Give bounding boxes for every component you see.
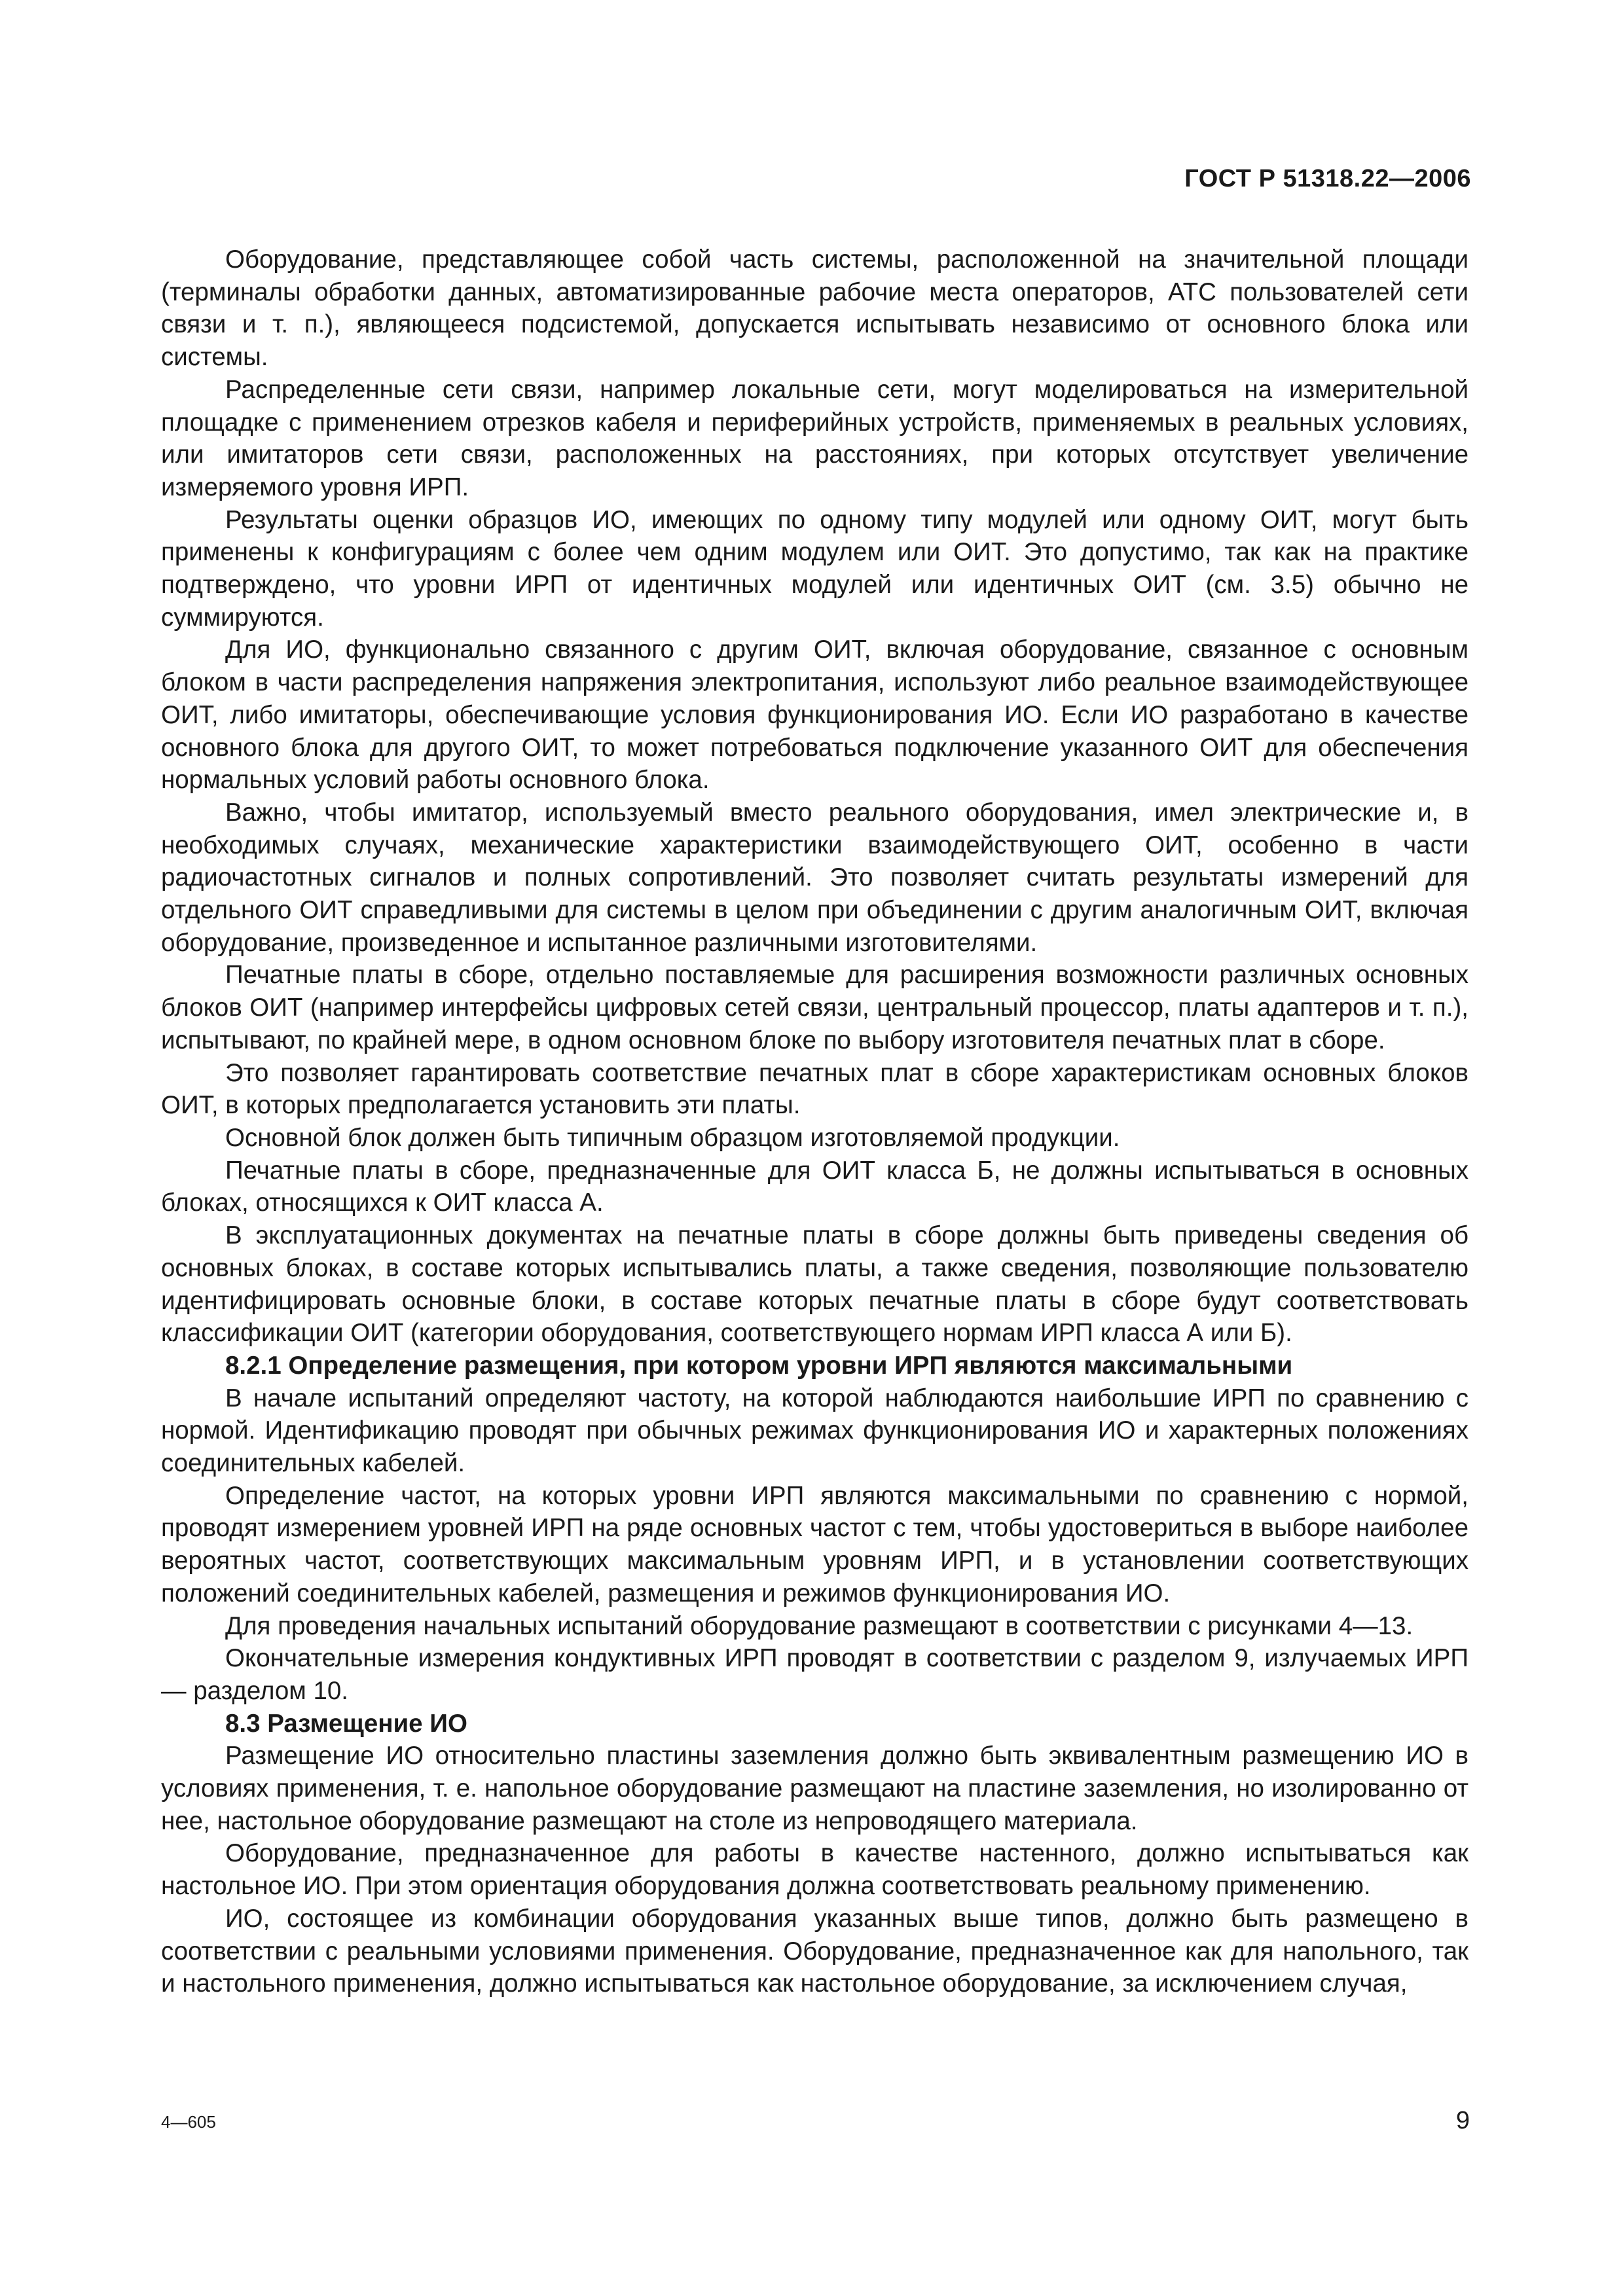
section-heading-8-2-1: 8.2.1 Определение размещения, при котором уровни ИРП являются максимальными — [225, 1351, 1293, 1380]
document-standard-header: ГОСТ Р 51318.22—2006 — [1184, 165, 1471, 192]
document-body — [161, 243, 1468, 2000]
paragraph: ИО, состоящее из комбинации оборудования указанных выше типов, должно быть размещено в соответствии с реальными условиями применения. Оборудование, предназначенное как для напольного, так и настольного применения, должно испытываться как настольное оборудование, за исключением случая, — [161, 1904, 1468, 1998]
paragraph: Оборудование, представляющее собой часть системы, расположенной на значительной площади (терминалы обработки данных, автоматизированные рабочие места операторов, АТС пользователей сети связи и т. п.), являющееся подсистемой, допускается испытывать независимо от основного блока или системы. — [161, 245, 1468, 372]
paragraph: Распределенные сети связи, например локальные сети, могут моделироваться на измерительной площадке с применением отрезков кабеля и периферийных устройств, применяемых в реальных условиях, или имитаторов сети связи, расположенных на расстояниях, при которых отсутствует увеличение измеряемого уровня ИРП. — [161, 375, 1468, 501]
paragraph: Печатные платы в сборе, предназначенные для ОИТ класса Б, не должны испытываться в основных блоках, относящихся к ОИТ класса А. — [161, 1156, 1468, 1217]
page-number: 9 — [1455, 2107, 1470, 2134]
paragraph: Окончательные измерения кондуктивных ИРП проводят в соответствии с разделом 9, излучаемых ИРП — разделом 10. — [161, 1644, 1468, 1705]
paragraph: Для проведения начальных испытаний оборудование размещают в соответствии с рисунками 4—13. — [225, 1611, 1413, 1640]
section-heading-8-3: 8.3 Размещение ИО — [225, 1709, 467, 1738]
paragraph: Определение частот, на которых уровни ИРП являются максимальными по сравнению с нормой, проводят измерением уровней ИРП на ряде основных частот с тем, чтобы удостовериться в выборе наиболее вероятных частот, соответствующих максимальным уровням ИРП, и в установлении соответствующих положений соединительных кабелей, размещения и режимов функционирования ИО. — [161, 1481, 1468, 1607]
paragraph: В эксплуатационных документах на печатные платы в сборе должны быть приведены сведения об основных блоках, в составе которых испытывались платы, а также сведения, позволяющие пользователю идентифицировать основные блоки, в составе которых печатные платы в сборе будут соответствовать классификации ОИТ (категории оборудования, соответствующего нормам ИРП класса А или Б). — [161, 1221, 1468, 1348]
paragraph: Размещение ИО относительно пластины заземления должно быть эквивалентным размещению ИО в условиях применения, т. е. напольное оборудование размещают на пластине заземления, но изолированно от нее, настольное оборудование размещают на столе из непроводящего материала. — [161, 1742, 1468, 1835]
paragraph: Для ИО, функционально связанного с другим ОИТ, включая оборудование, связанное с основным блоком в части распределения напряжения электропитания, используют либо реальное взаимодействующее ОИТ, либо имитаторы, обеспечивающие условия функционирования ИО. Если ИО разработано в качестве основного блока для другого ОИТ, то может потребоваться подключение указанного ОИТ для обеспечения нормальных условий работы основного блока. — [161, 636, 1468, 795]
paragraph: Основной блок должен быть типичным образцом изготовляемой продукции. — [225, 1123, 1120, 1152]
footer-print-code: 4—605 — [161, 2112, 216, 2132]
paragraph: Результаты оценки образцов ИО, имеющих по одному типу модулей или одному ОИТ, могут быть применены к конфигурациям с более чем одним модулем или ОИТ. Это допустимо, так как на практике подтверждено, что уровни ИРП от идентичных модулей или идентичных ОИТ (см. 3.5) обычно не суммируются. — [161, 505, 1468, 632]
paragraph: Это позволяет гарантировать соответствие печатных плат в сборе характеристикам основных блоков ОИТ, в которых предполагается установить эти платы. — [161, 1058, 1468, 1120]
paragraph: Оборудование, предназначенное для работы в качестве настенного, должно испытываться как настольное ИО. При этом ориентация оборудования должна соответствовать реальному применению. — [161, 1839, 1468, 1901]
paragraph: Важно, чтобы имитатор, используемый вместо реального оборудования, имел электрические и, в необходимых случаях, механические характеристики взаимодействующего ОИТ, особенно в части радиочастотных сигналов и полных сопротивлений. Это позволяет считать результаты измерений для отдельного ОИТ справедливыми для системы в целом при объединении с другим аналогичным ОИТ, включая оборудование, произведенное и испытанное различными изготовителями. — [161, 798, 1468, 957]
paragraph: В начале испытаний определяют частоту, на которой наблюдаются наибольшие ИРП по сравнению с нормой. Идентификацию проводят при обычных режимах функционирования ИО и характерных положениях соединительных кабелей. — [161, 1384, 1468, 1478]
paragraph: Печатные платы в сборе, отдельно поставляемые для расширения возможности различных основных блоков ОИТ (например интерфейсы цифровых сетей связи, центральный процессор, платы адаптеров и т. п.), испытывают, по крайней мере, в одном основном блоке по выбору изготовителя печатных плат в сборе. — [161, 961, 1468, 1054]
